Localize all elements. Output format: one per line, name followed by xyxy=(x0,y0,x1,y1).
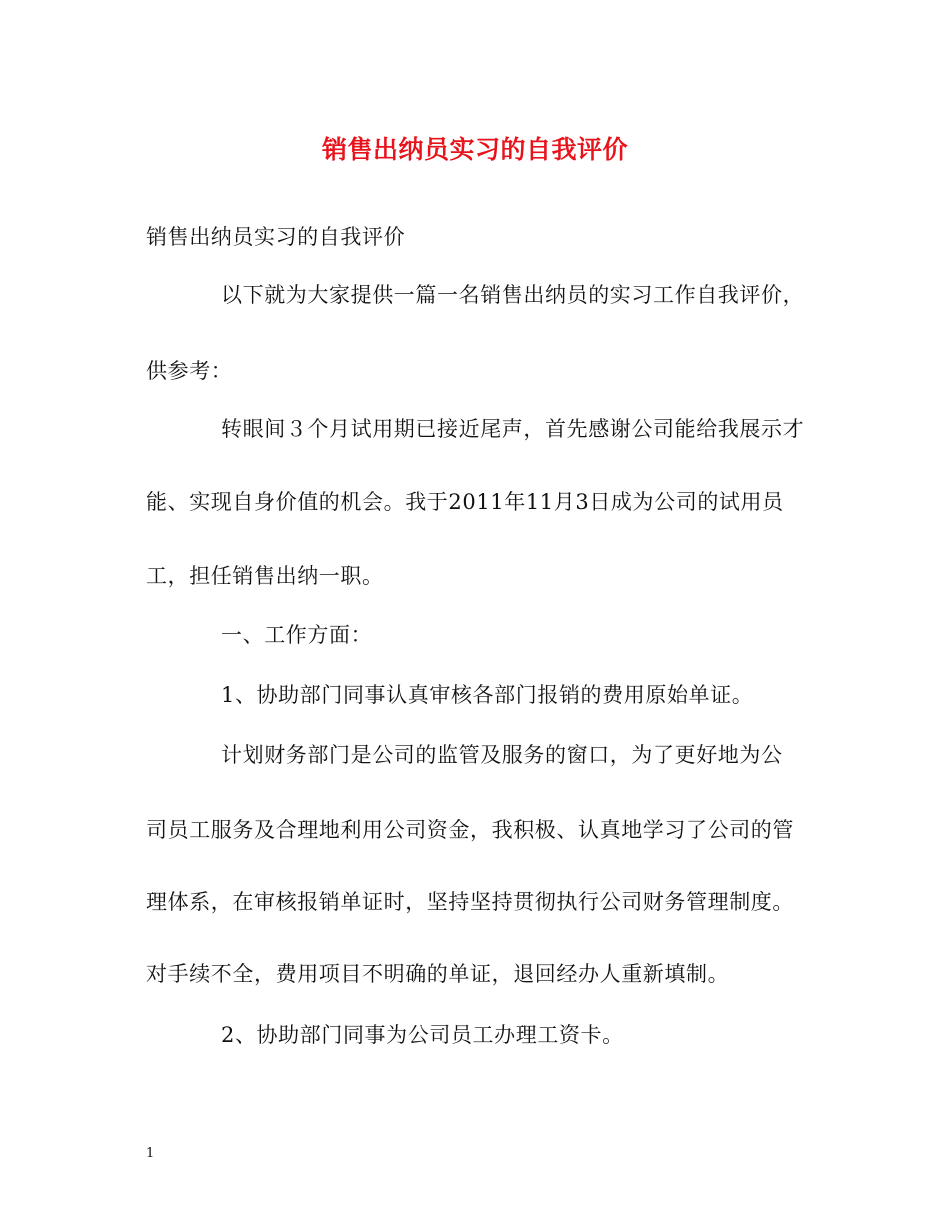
paragraph-line: 以下就为大家提供一篇一名销售出纳员的实习工作自我评价， xyxy=(221,283,805,307)
section-heading: 一、工作方面： xyxy=(221,623,373,647)
paragraph-line: 供参考： xyxy=(146,359,233,383)
list-item: 2、协助部门同事为公司员工办理工资卡。 xyxy=(221,1023,624,1047)
paragraph-line: 司员工服务及合理地利用公司资金，我积极、认真地学习了公司的管 xyxy=(146,818,794,842)
page-number: 1 xyxy=(146,1146,155,1161)
paragraph-line: 理体系，在审核报销单证时，坚持坚持贯彻执行公司财务管理制度。 xyxy=(146,890,794,914)
paragraph-line: 转眼间３个月试用期已接近尾声，首先感谢公司能给我展示才 xyxy=(221,417,805,441)
document-title: 销售出纳员实习的自我评价 xyxy=(321,135,628,164)
paragraph-line: 工，担任销售出纳一职。 xyxy=(146,564,384,588)
paragraph-line: 计划财务部门是公司的监管及服务的窗口，为了更好地为公 xyxy=(221,743,783,767)
list-item: 1、协助部门同事认真审核各部门报销的费用原始单证。 xyxy=(221,683,754,707)
paragraph-line: 能、实现自身价值的机会。我于2011年11月3日成为公司的试用员 xyxy=(146,490,784,514)
subtitle-line: 销售出纳员实习的自我评价 xyxy=(146,225,406,249)
paragraph-line: 对手续不全，费用项目不明确的单证，退回经办人重新填制。 xyxy=(146,962,730,986)
